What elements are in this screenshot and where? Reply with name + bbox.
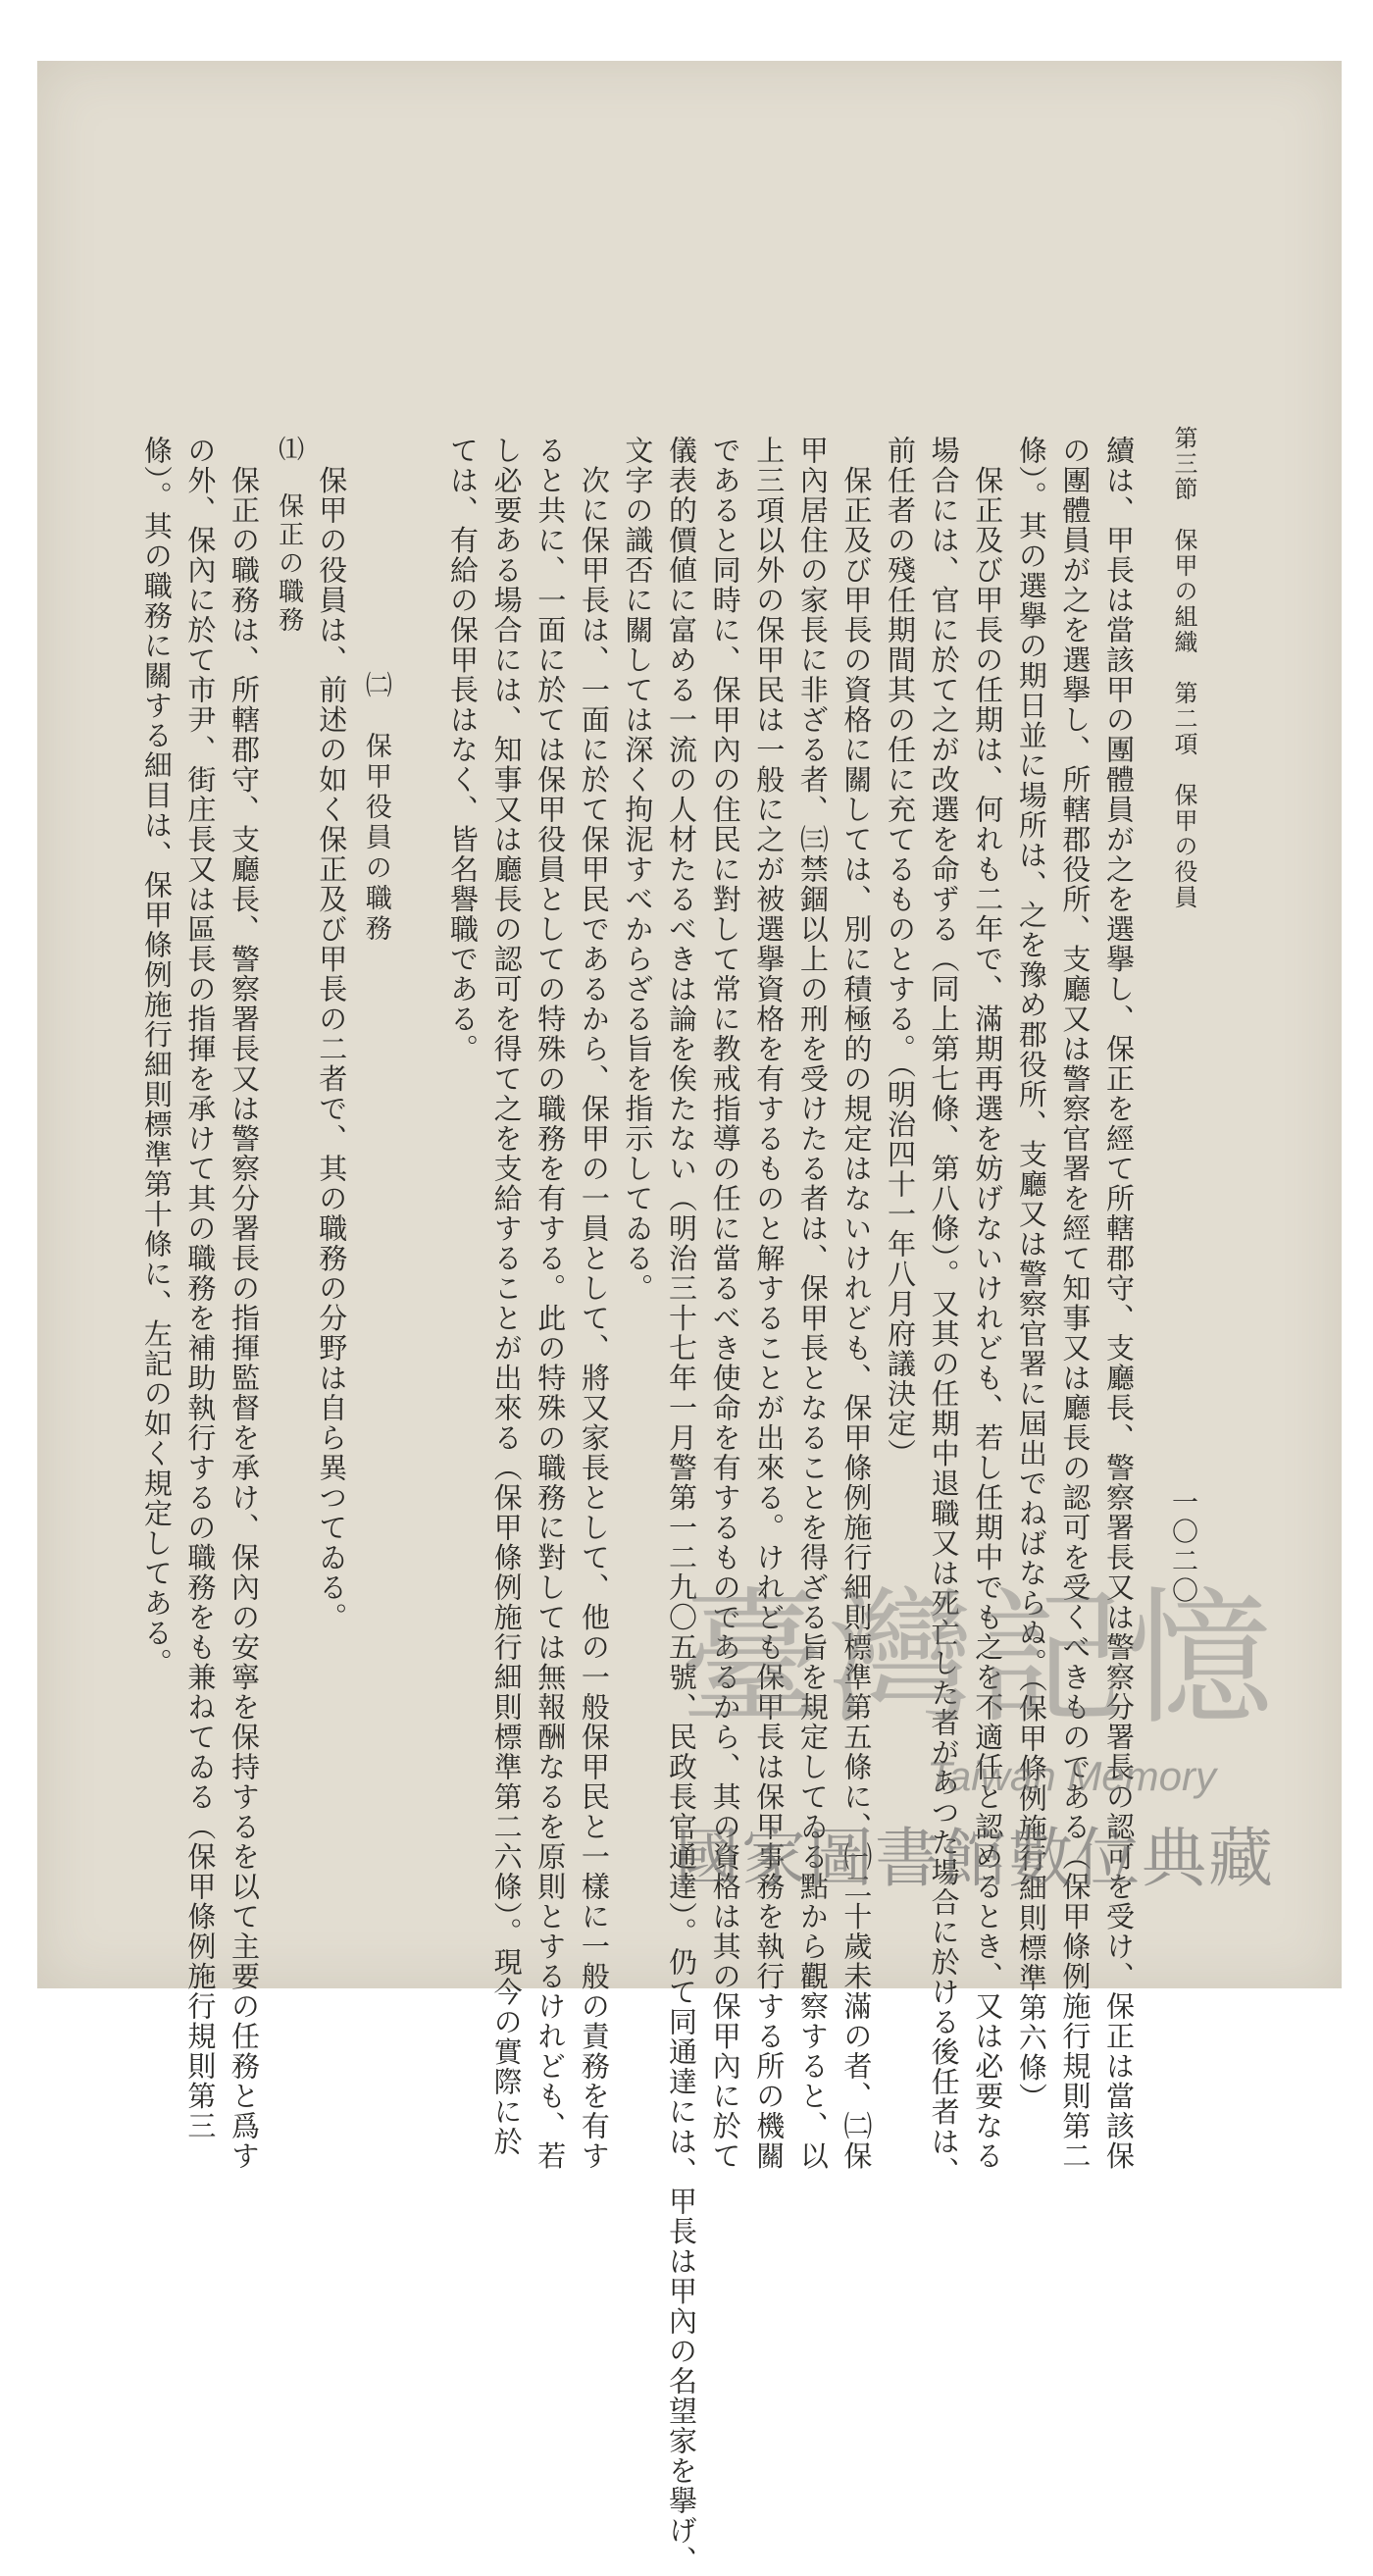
text-column: であると同時に、保甲內の住民に對して常に教戒指導の任に當るべき使命を有するものであるから、其の資格は其の保甲內に於て [708, 436, 742, 2171]
text-column: 上三項以外の保甲民は一般に之が被選擧資格を有するものと解することが出來る。けれども保甲長は保甲事務を執行する所の機關 [752, 436, 787, 2171]
text-column: 保甲の役員は、前述の如く保正及び甲長の二者で、其の職務の分野は自ら異つてゐる。 [315, 436, 349, 1632]
text-column: 保正の職務は、所轄郡守、支廳長、警察署長又は警察分署長の指揮監督を承け、保內の安寧を保持するを以て主要の任務と爲す [228, 436, 261, 2171]
page-sheet [37, 61, 1342, 2576]
text-column: の團體員が之を選擧し、所轄郡役所、支廳又は警察官署を經て知事又は廳長の認可を受くべきものである（保甲條例施行規則第二 [1058, 436, 1093, 2171]
text-column: 場合には、官に於て之が改選を命ずる（同上第七條、第八條）。又其の任期中退職又は死亡した者があつた場合に於ける後任者は、 [927, 436, 961, 2187]
text-column: 次に保甲長は、一面に於て保甲民であるから、保甲の一員として、將又家長として、他の一般保甲民と一樣に一般の責務を有す [577, 436, 611, 2171]
text-column: 儀表的價値に富める一流の人材たるべきは論を俟たない（明治三十七年一月警第一二九〇五號、民政長官通達）。仍て同通達には、甲長は甲內の名望家を擧げ、 [665, 436, 698, 2576]
section-heading: ㈡ 保甲役員の職務 [360, 671, 391, 945]
watermark [598, 1574, 1275, 1896]
text-column: 前任者の殘任期間其の任に充てるものとする。（明治四十一年八月府議決定） [884, 436, 917, 1468]
text-column: 甲內居住の家長に非ざる者、㈢禁錮以上の刑を受けたる者は、保甲長となることを得ざる旨を規定してゐる點から觀察すると、以 [795, 436, 830, 2171]
text-column: 保正及び甲長の任期は、何れも二年で、滿期再選を妨げないけれども、若し任期中でも之を不適任と認めるとき、又は必要なる [971, 436, 1005, 2171]
text-column: ると共に、一面に於ては保甲役員としての特殊の職務を有する。此の特殊の職務に對しては無報酬なるを原則とするけれども、若 [534, 436, 568, 2171]
text-column: の外、保內に於て市尹、街庄長又は區長の指揮を承けて其の職務を補助執行するの職務をも兼ねてゐる（保甲條例施行規則第三 [183, 436, 218, 2141]
watermark-logo: 臺灣記憶 [678, 1574, 1275, 1745]
text-column: 文字の識否に關しては深く拘泥すべからざる旨を指示してゐる。 [621, 436, 655, 1304]
text-column: し必要ある場合には、知事又は廳長の認可を得て之を支給することが出來る（保甲條例施行細則標準第二六條）。現今の實際に於 [489, 436, 524, 2157]
watermark-library: 國家圖書館數位典藏 [675, 1821, 1275, 1896]
text-column: ては、有給の保甲長はなく、皆名譽職である。 [446, 436, 480, 1064]
text-column: 條）。其の職務に關する細目は、保甲條例施行細則標準第十條に、左記の如く規定してある。 [139, 436, 174, 1678]
watermark-english: Taiwan Memory [927, 1753, 1216, 1799]
page-number: 一〇二〇 [1167, 1488, 1197, 1606]
text-column: 保正及び甲長の資格に關しては、別に積極的の規定はないけれども、保甲條例施行細則標準第五條に、㈠二十歲未滿の者、㈡保 [839, 436, 874, 2171]
text-column: 續は、甲長は當該甲の團體員が之を選擧し、保正を經て所轄郡守、支廳長、警察署長又は警察分署長の認可を受け、保正は當該保 [1102, 436, 1136, 2171]
running-head: 第三節 保甲の組織 第二項 保甲の役員 [1170, 426, 1197, 910]
text-column: 條）。其の選擧の期日並に場所は、之を豫め郡役所、支廳又は警察官署に屆出でねばならぬ。（保甲條例施行細則標準第六條） [1014, 436, 1048, 2113]
subsection-heading: ⑴ 保正の職務 [274, 436, 304, 635]
